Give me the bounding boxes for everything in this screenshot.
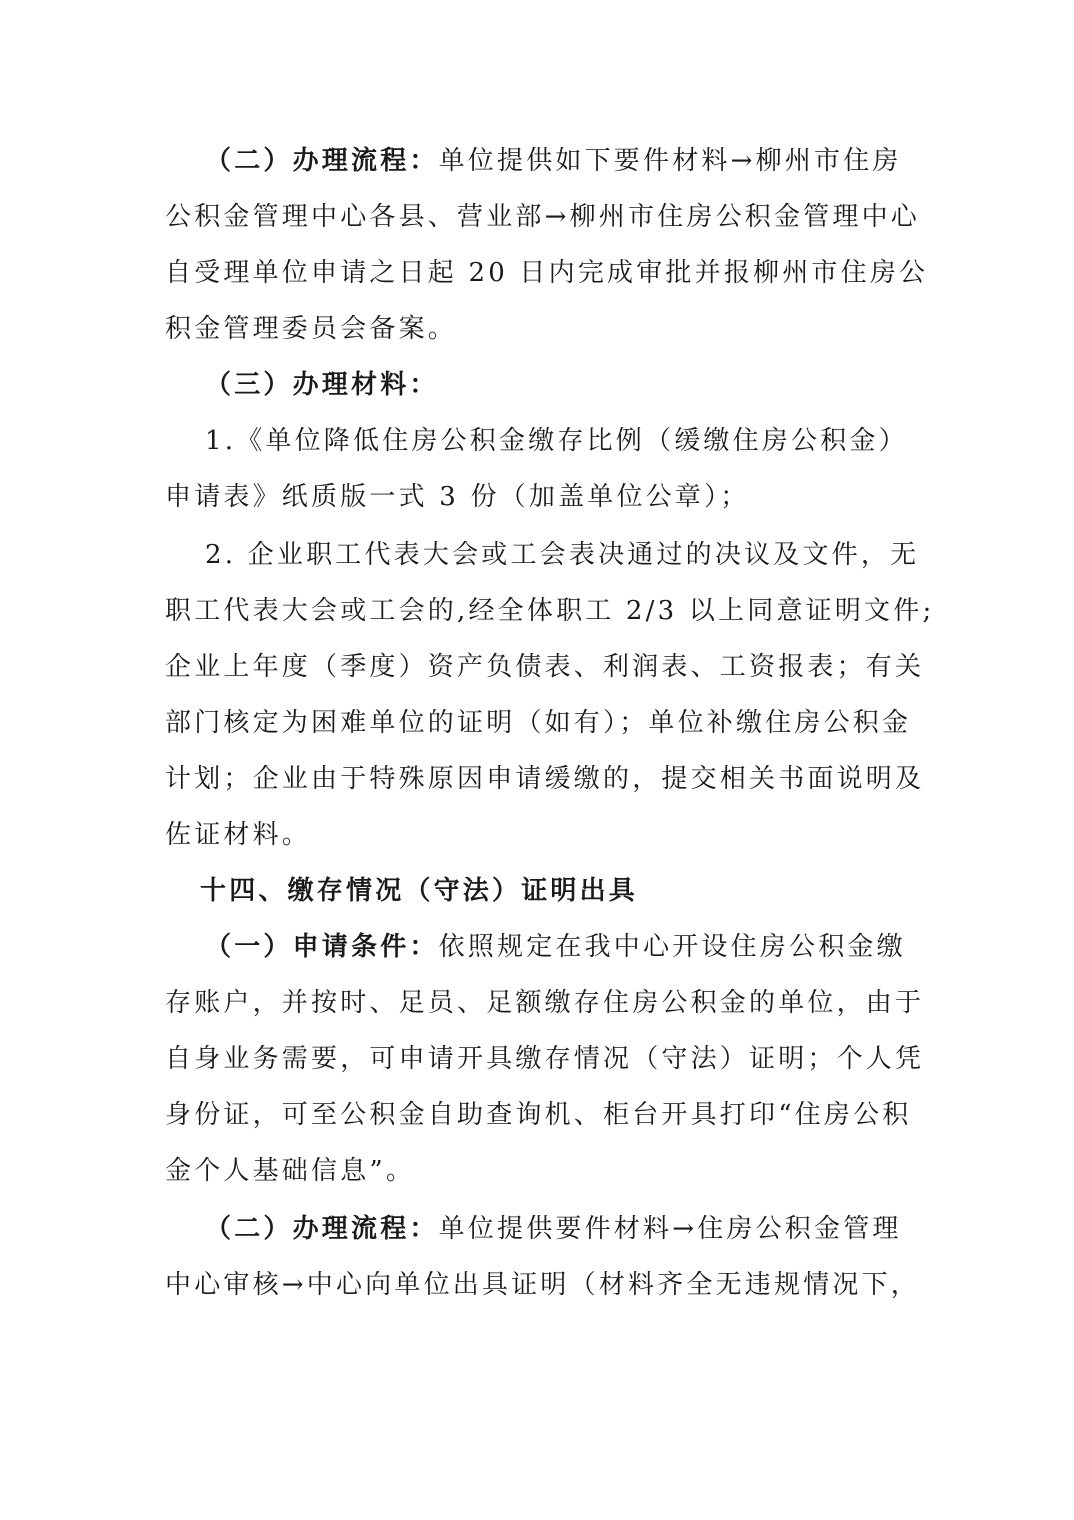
conditions-paragraph-line-4: 身份证，可至公积金自助查询机、柜台开具打印“住房公积 <box>165 1100 912 1130</box>
section-heading: 十四、缴存情况（守法）证明出具 <box>200 876 639 906</box>
process2-paragraph-line-2: 中心审核→中心向单位出具证明（材料齐全无违规情况下， <box>165 1270 920 1300</box>
materials-item-2-line-3: 企业上年度（季度）资产负债表、利润表、工资报表；有关 <box>165 652 925 682</box>
materials-item-2-line-1: 2. 企业职工代表大会或工会表决通过的决议及文件，无 <box>205 540 920 570</box>
materials-item-2-line-6: 佐证材料。 <box>165 820 312 850</box>
process-paragraph-line-3: 自受理单位申请之日起 20 日内完成审批并报柳州市住房公 <box>165 258 929 288</box>
materials-item-2-line-4: 部门核定为困难单位的证明（如有）；单位补缴住房公积金 <box>165 708 912 738</box>
process2-text: 单位提供要件材料→住房公积金管理 <box>438 1214 902 1244</box>
conditions-paragraph-line-3: 自身业务需要，可申请开具缴存情况（守法）证明；个人凭 <box>165 1044 925 1074</box>
materials-item-2-line-2: 职工代表大会或工会的,经全体职工 2/3 以上同意证明文件; <box>165 596 935 626</box>
materials-item-2-line-5: 计划；企业由于特殊原因申请缓缴的，提交相关书面说明及 <box>165 764 925 794</box>
materials-item-1-line-2: 申请表》纸质版一式 3 份（加盖单位公章）； <box>165 482 750 512</box>
process-paragraph-line-1 <box>205 144 902 178</box>
process-paragraph-line-4: 积金管理委员会备案。 <box>165 314 458 344</box>
materials-item-1-line-1: 1.《单位降低住房公积金缴存比例（缓缴住房公积金） <box>205 426 908 456</box>
conditions-paragraph-line-2: 存账户，并按时、足员、足额缴存住房公积金的单位，由于 <box>165 988 925 1018</box>
conditions-paragraph-line-5: 金个人基础信息”。 <box>165 1156 416 1186</box>
conditions-text: 依照规定在我中心开设住房公积金缴 <box>438 932 906 962</box>
process-text: 单位提供如下要件材料→柳州市住房 <box>438 146 902 176</box>
materials-heading <box>205 368 439 402</box>
conditions-paragraph-line-1 <box>205 930 906 964</box>
conditions-label: （一）申请条件： <box>205 932 439 962</box>
materials-label: （三）办理材料： <box>205 370 439 400</box>
process-paragraph-line-2: 公积金管理中心各县、营业部→柳州市住房公积金管理中心 <box>165 202 920 232</box>
process2-label: （二）办理流程： <box>205 1214 439 1244</box>
process2-paragraph-line-1 <box>205 1212 902 1246</box>
process-label: （二）办理流程： <box>205 146 439 176</box>
